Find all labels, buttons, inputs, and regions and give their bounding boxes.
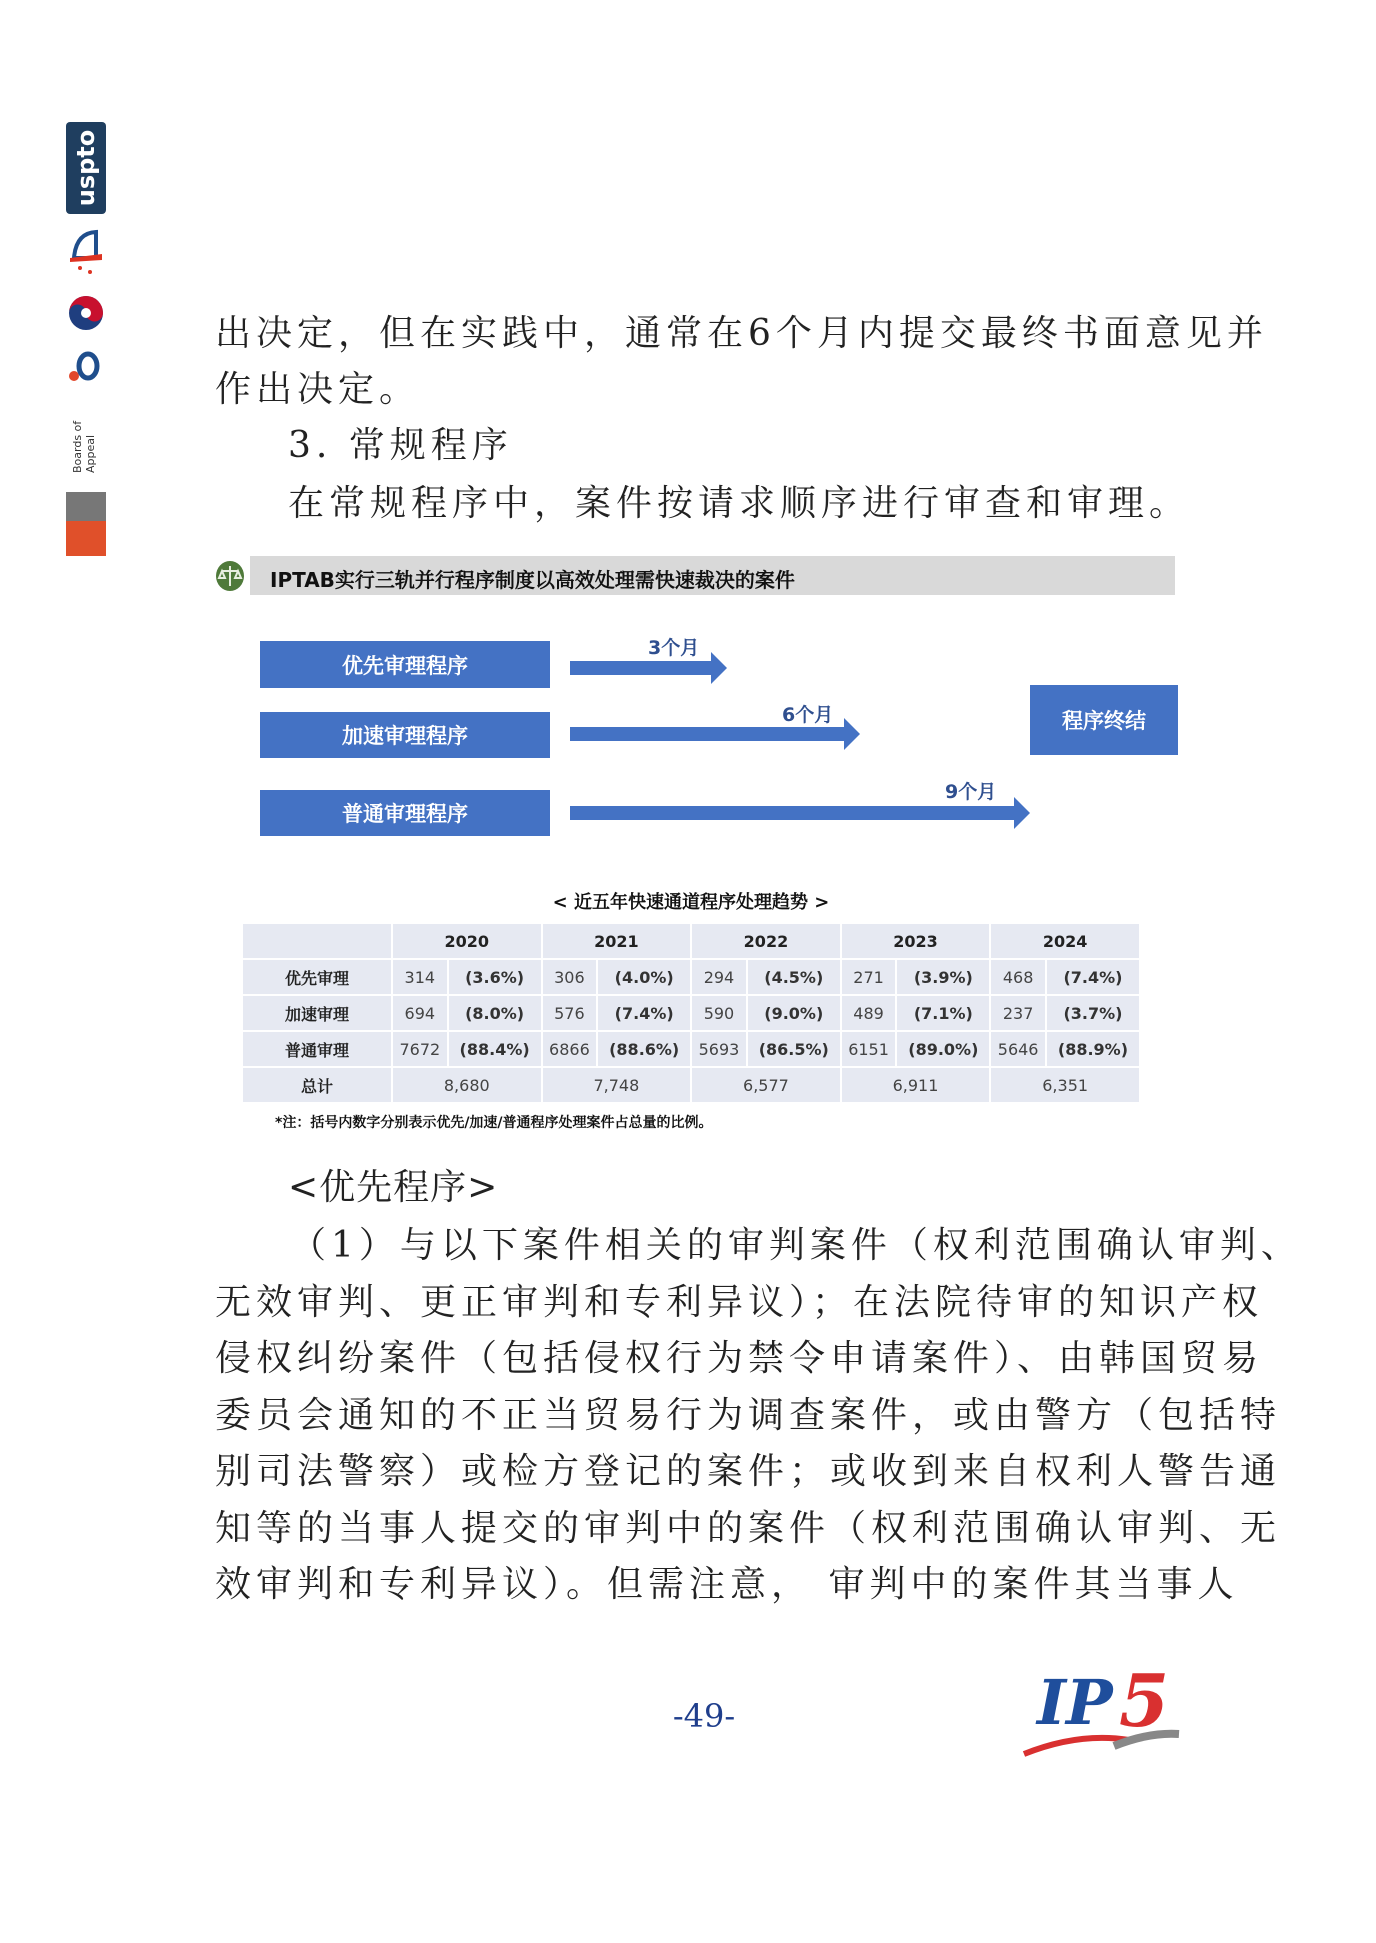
percent-cell: (3.6%) <box>448 959 542 995</box>
count-cell: 294 <box>691 959 747 995</box>
count-cell: 237 <box>990 995 1046 1031</box>
diagram-title: IPTAB实行三轨并行程序制度以高效处理需快速裁决的案件 <box>270 568 795 592</box>
count-cell: 694 <box>392 995 448 1031</box>
boards-of-appeal-text: Boards of Appeal <box>71 420 97 473</box>
svg-text:5: 5 <box>1119 1662 1170 1743</box>
body-text-line: 作出决定。 <box>215 369 421 410</box>
boards-of-appeal-logo <box>66 400 106 485</box>
table-title: < 近五年快速通道程序处理趋势 > <box>552 892 830 913</box>
percent-cell: (7.4%) <box>1046 959 1140 995</box>
body-text-line: 别司法警察）或检方登记的案件；或收到来自权利人警告通 <box>215 1451 1282 1492</box>
body-text-line: 侵权纠纷案件（包括侵权行为禁令申请案件）、由韩国贸易 <box>215 1338 1264 1379</box>
kipo-logo <box>66 292 106 334</box>
count-cell: 468 <box>990 959 1046 995</box>
percent-cell: (89.0%) <box>896 1031 990 1067</box>
percent-cell: (3.9%) <box>896 959 990 995</box>
year-header: 2024 <box>990 923 1140 959</box>
body-text-line: 委员会通知的不正当贸易行为调查案件，或由警方（包括特 <box>215 1395 1282 1436</box>
count-cell: 271 <box>841 959 897 995</box>
row-label: 优先审理 <box>242 959 392 995</box>
percent-cell: (88.6%) <box>597 1031 691 1067</box>
fast-track-trend-table <box>241 922 1141 1104</box>
duration-label: 3个月 <box>648 637 700 659</box>
euipo-logo <box>66 492 106 556</box>
table-row <box>242 959 1140 995</box>
count-cell: 5646 <box>990 1031 1046 1067</box>
uspto-logo-text: uspto <box>72 129 100 207</box>
diagram-header <box>250 556 1175 595</box>
body-text-line: 知等的当事人提交的审判中的案件（权利范围确认审判、无 <box>215 1508 1282 1549</box>
count-cell: 5693 <box>691 1031 747 1067</box>
percent-cell: (8.0%) <box>448 995 542 1031</box>
cnipa-logo <box>66 228 106 278</box>
scales-icon <box>215 560 245 592</box>
arrow-9-months <box>570 806 1016 820</box>
year-header: 2023 <box>841 923 991 959</box>
percent-cell: (3.7%) <box>1046 995 1140 1031</box>
percent-cell: (86.5%) <box>747 1031 841 1067</box>
arrow-3-months <box>570 661 713 675</box>
percent-cell: (7.1%) <box>896 995 990 1031</box>
count-cell: 7672 <box>392 1031 448 1067</box>
expedited-track-box: 加速审理程序 <box>260 712 550 758</box>
priority-track-box: 优先审理程序 <box>260 641 550 688</box>
count-cell: 6866 <box>542 1031 598 1067</box>
percent-cell: (4.0%) <box>597 959 691 995</box>
percent-cell: (88.4%) <box>448 1031 542 1067</box>
count-cell: 314 <box>392 959 448 995</box>
table-row <box>242 1031 1140 1067</box>
section-heading: 3. 常规程序 <box>288 425 513 466</box>
count-cell: 576 <box>542 995 598 1031</box>
uspto-logo <box>66 122 106 214</box>
duration-label: 9个月 <box>945 781 997 803</box>
count-cell: 306 <box>542 959 598 995</box>
svg-text:IP: IP <box>1037 1666 1113 1739</box>
total-cell: 6,351 <box>990 1067 1140 1103</box>
year-header: 2020 <box>392 923 542 959</box>
ip5-logo <box>1019 1662 1184 1762</box>
table-row <box>242 995 1140 1031</box>
year-header: 2021 <box>542 923 692 959</box>
total-cell: 6,577 <box>691 1067 841 1103</box>
count-cell: 590 <box>691 995 747 1031</box>
body-text-line: （1）与以下案件相关的审判案件（权利范围确认审判、 <box>290 1225 1302 1266</box>
total-cell: 8,680 <box>392 1067 542 1103</box>
duration-label: 6个月 <box>782 704 834 726</box>
table-corner <box>242 923 392 959</box>
body-text-line: 无效审判、更正审判和专利异议）；在法院待审的知识产权 <box>215 1282 1264 1323</box>
body-text-line: 在常规程序中，案件按请求顺序进行审查和审理。 <box>288 483 1191 524</box>
row-label: 加速审理 <box>242 995 392 1031</box>
count-cell: 489 <box>841 995 897 1031</box>
percent-cell: (4.5%) <box>747 959 841 995</box>
total-cell: 7,748 <box>542 1067 692 1103</box>
jpo-logo <box>66 348 106 388</box>
body-text-line: 效审判和专利异议）。但需注意， 审判中的案件其当事人 <box>215 1564 1239 1605</box>
page-number: -49- <box>672 1697 736 1735</box>
arrow-6-months <box>570 727 846 741</box>
row-label: 总计 <box>242 1067 392 1103</box>
total-cell: 6,911 <box>841 1067 991 1103</box>
end-of-procedure-box: 程序终结 <box>1030 685 1178 755</box>
table-header-row <box>242 923 1140 959</box>
percent-cell: (9.0%) <box>747 995 841 1031</box>
percent-cell: (7.4%) <box>597 995 691 1031</box>
body-text-line: 出决定，但在实践中，通常在6个月内提交最终书面意见并 <box>215 313 1268 354</box>
percent-cell: (88.9%) <box>1046 1031 1140 1067</box>
table-note: *注：括号内数字分别表示优先/加速/普通程序处理案件占总量的比例。 <box>275 1115 713 1131</box>
count-cell: 6151 <box>841 1031 897 1067</box>
section-heading: <优先程序> <box>288 1167 499 1208</box>
year-header: 2022 <box>691 923 841 959</box>
regular-track-box: 普通审理程序 <box>260 790 550 836</box>
row-label: 普通审理 <box>242 1031 392 1067</box>
table-total-row <box>242 1067 1140 1103</box>
